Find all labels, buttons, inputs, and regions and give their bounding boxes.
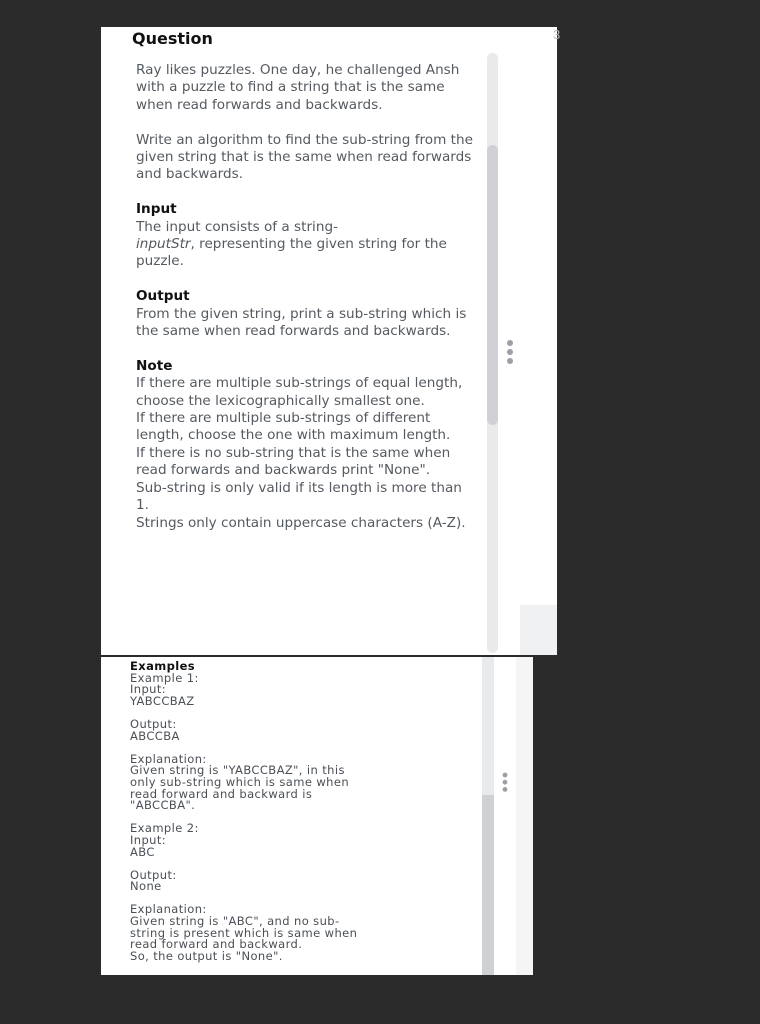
example-1-title: Example 1: [130, 670, 199, 685]
output-section [136, 288, 476, 340]
input-variable: inputStr [136, 236, 191, 253]
output-description: From the given string, print a sub-string which is the same when read forwards and backwards. [136, 305, 467, 340]
kebab-menu-icon[interactable] [502, 773, 508, 794]
question-body [136, 62, 476, 532]
question-scrollbar[interactable] [487, 53, 498, 653]
example-2-explanation-line: Given string is "ABC", and no sub- [130, 914, 340, 929]
note-item: If there is no sub-string that is the same when read forwards and backwards print "None". [136, 444, 451, 479]
note-section [136, 358, 476, 532]
example-2-input-label: Input: [130, 832, 167, 847]
note-item: Sub-string is only valid if its length is more than 1. [136, 479, 462, 514]
top-side-strip [520, 27, 557, 655]
examples-heading: Examples [130, 659, 196, 673]
example-1-explanation-line: only sub-string which is same when [130, 774, 350, 789]
input-description: The input consists of a string- inputStr, representing the given string for the puzzle. [136, 218, 447, 270]
output-heading: Output [136, 288, 190, 305]
bottom-side-strip [516, 657, 533, 975]
input-section [136, 201, 476, 271]
question-scroll-thumb[interactable] [487, 145, 498, 425]
intro-paragraph-2: Write an algorithm to find the sub-string from the given string that is the same when read forwards and backwards. [136, 131, 473, 183]
example-1-explanation-line: read forward and backward is [130, 786, 313, 801]
example-2-explanation-line: string is present which is same when [130, 925, 358, 940]
example-1-explanation-label: Explanation: [130, 751, 207, 766]
note-item: If there are multiple sub-strings of equal length, choose the lexicographically smallest one. [136, 375, 463, 409]
example-2-explanation-label: Explanation: [130, 902, 207, 917]
example-2-output-label: Output: [130, 867, 177, 882]
question-title: Question [132, 29, 213, 48]
note-item: Strings only contain uppercase characters (A-Z). [136, 514, 466, 531]
example-2-explanation-line: So, the output is "None". [130, 948, 283, 963]
example-1-explanation-line: "ABCCBA". [130, 798, 196, 813]
examples-scrollbar[interactable] [482, 657, 494, 975]
examples-scroll-thumb[interactable] [482, 795, 494, 975]
example-2-title: Example 2: [130, 821, 199, 836]
note-heading: Note [136, 357, 173, 374]
input-heading: Input [136, 201, 177, 218]
examples-panel [101, 657, 516, 975]
example-1-input-label: Input: [130, 682, 167, 697]
kebab-menu-icon[interactable] [506, 340, 514, 366]
question-panel [101, 27, 520, 655]
example-2-output: None [130, 879, 162, 894]
example-1-explanation-line: Given string is "YABCCBAZ", in this [130, 763, 345, 778]
example-2-explanation-line: read forward and backward. [130, 937, 303, 952]
example-2-input: ABC [130, 844, 155, 859]
example-1-input: YABCCBAZ [130, 693, 195, 708]
stray-text: 3 [553, 27, 561, 42]
example-1-output: ABCCBA [130, 728, 180, 743]
examples-body [130, 661, 470, 962]
intro-paragraph-1: Ray likes puzzles. One day, he challenged Ansh with a puzzle to find a string that is the same when read forwards and backwards. [136, 62, 460, 113]
note-item: If there are multiple sub-strings of different length, choose the one with maximum length. [136, 410, 451, 444]
example-1-output-label: Output: [130, 716, 177, 731]
